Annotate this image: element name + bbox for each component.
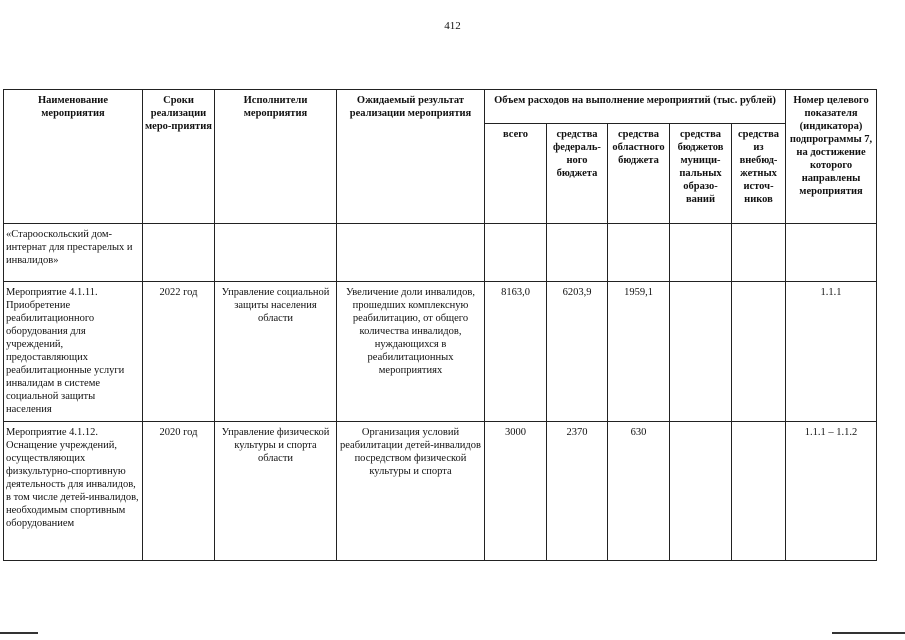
table-row: [4, 224, 877, 282]
cell-regional: 630: [608, 422, 670, 561]
cell-total: 3000: [485, 422, 547, 561]
cell-result: [337, 224, 485, 282]
header-terms: Сроки реализации меро-приятия: [143, 90, 215, 224]
header-row: [4, 90, 877, 124]
cell-federal: 2370: [547, 422, 608, 561]
header-result: Ожидаемый результат реализации мероприятия: [337, 90, 485, 224]
cell-municipal: [670, 224, 732, 282]
cell-regional: [608, 224, 670, 282]
header-total: всего: [485, 124, 547, 224]
cell-indicator: 1.1.1: [786, 282, 877, 422]
cell-executors: Управление физической культуры и спорта области: [215, 422, 337, 561]
cell-extrabudget: [732, 282, 786, 422]
header-federal: средства федераль-ного бюджета: [547, 124, 608, 224]
cell-terms: [143, 224, 215, 282]
cell-name: Мероприятие 4.1.12. Оснащение учреждений, осуществляющих физкультурно-спортивную деятельность для инвалидов, в том числе детей-инвалидов, необходимым спортивным оборудованием: [4, 422, 143, 561]
cell-municipal: [670, 282, 732, 422]
cell-federal: 6203,9: [547, 282, 608, 422]
table-row: [4, 422, 877, 561]
cell-extrabudget: [732, 422, 786, 561]
cell-regional: 1959,1: [608, 282, 670, 422]
page-number: 412: [444, 20, 461, 32]
header-municipal: средства бюджетов муници-пальных образо-ваний: [670, 124, 732, 224]
cell-name: «Старооскольский дом-интернат для престарелых и инвалидов»: [4, 224, 143, 282]
cell-indicator: 1.1.1 – 1.1.2: [786, 422, 877, 561]
cell-municipal: [670, 422, 732, 561]
cell-total: [485, 224, 547, 282]
cell-result: Увеличение доли инвалидов, прошедших комплексную реабилитацию, от общего количества инвалидов, нуждающихся в реабилитационных мероприятиях: [337, 282, 485, 422]
header-regional: средства областного бюджета: [608, 124, 670, 224]
cell-executors: Управление социальной защиты населения области: [215, 282, 337, 422]
cell-federal: [547, 224, 608, 282]
header-extrabudget: средства из внебюд-жетных источ-ников: [732, 124, 786, 224]
table-row: [4, 282, 877, 422]
scan-edge-line-right: [832, 632, 905, 634]
header-executors: Исполнители мероприятия: [215, 90, 337, 224]
cell-indicator: [786, 224, 877, 282]
header-expenses: Объем расходов на выполнение мероприятий (тыс. рублей): [485, 90, 786, 124]
measures-table: [3, 89, 877, 561]
header-indicator: Номер целевого показателя (индикатора) подпрограммы 7, на достижение которого направлены мероприятия: [786, 90, 877, 224]
cell-total: 8163,0: [485, 282, 547, 422]
cell-name: Мероприятие 4.1.11. Приобретение реабилитационного оборудования для учреждений, предоставляющих реабилитационные услуги инвалидам в системе социальной защиты населения: [4, 282, 143, 422]
cell-extrabudget: [732, 224, 786, 282]
scan-edge-line-left: [0, 632, 38, 634]
cell-result: Организация условий реабилитации детей-инвалидов посредством физической культуры и спорта: [337, 422, 485, 561]
header-name: Наименование мероприятия: [4, 90, 143, 224]
cell-terms: 2020 год: [143, 422, 215, 561]
cell-executors: [215, 224, 337, 282]
cell-terms: 2022 год: [143, 282, 215, 422]
